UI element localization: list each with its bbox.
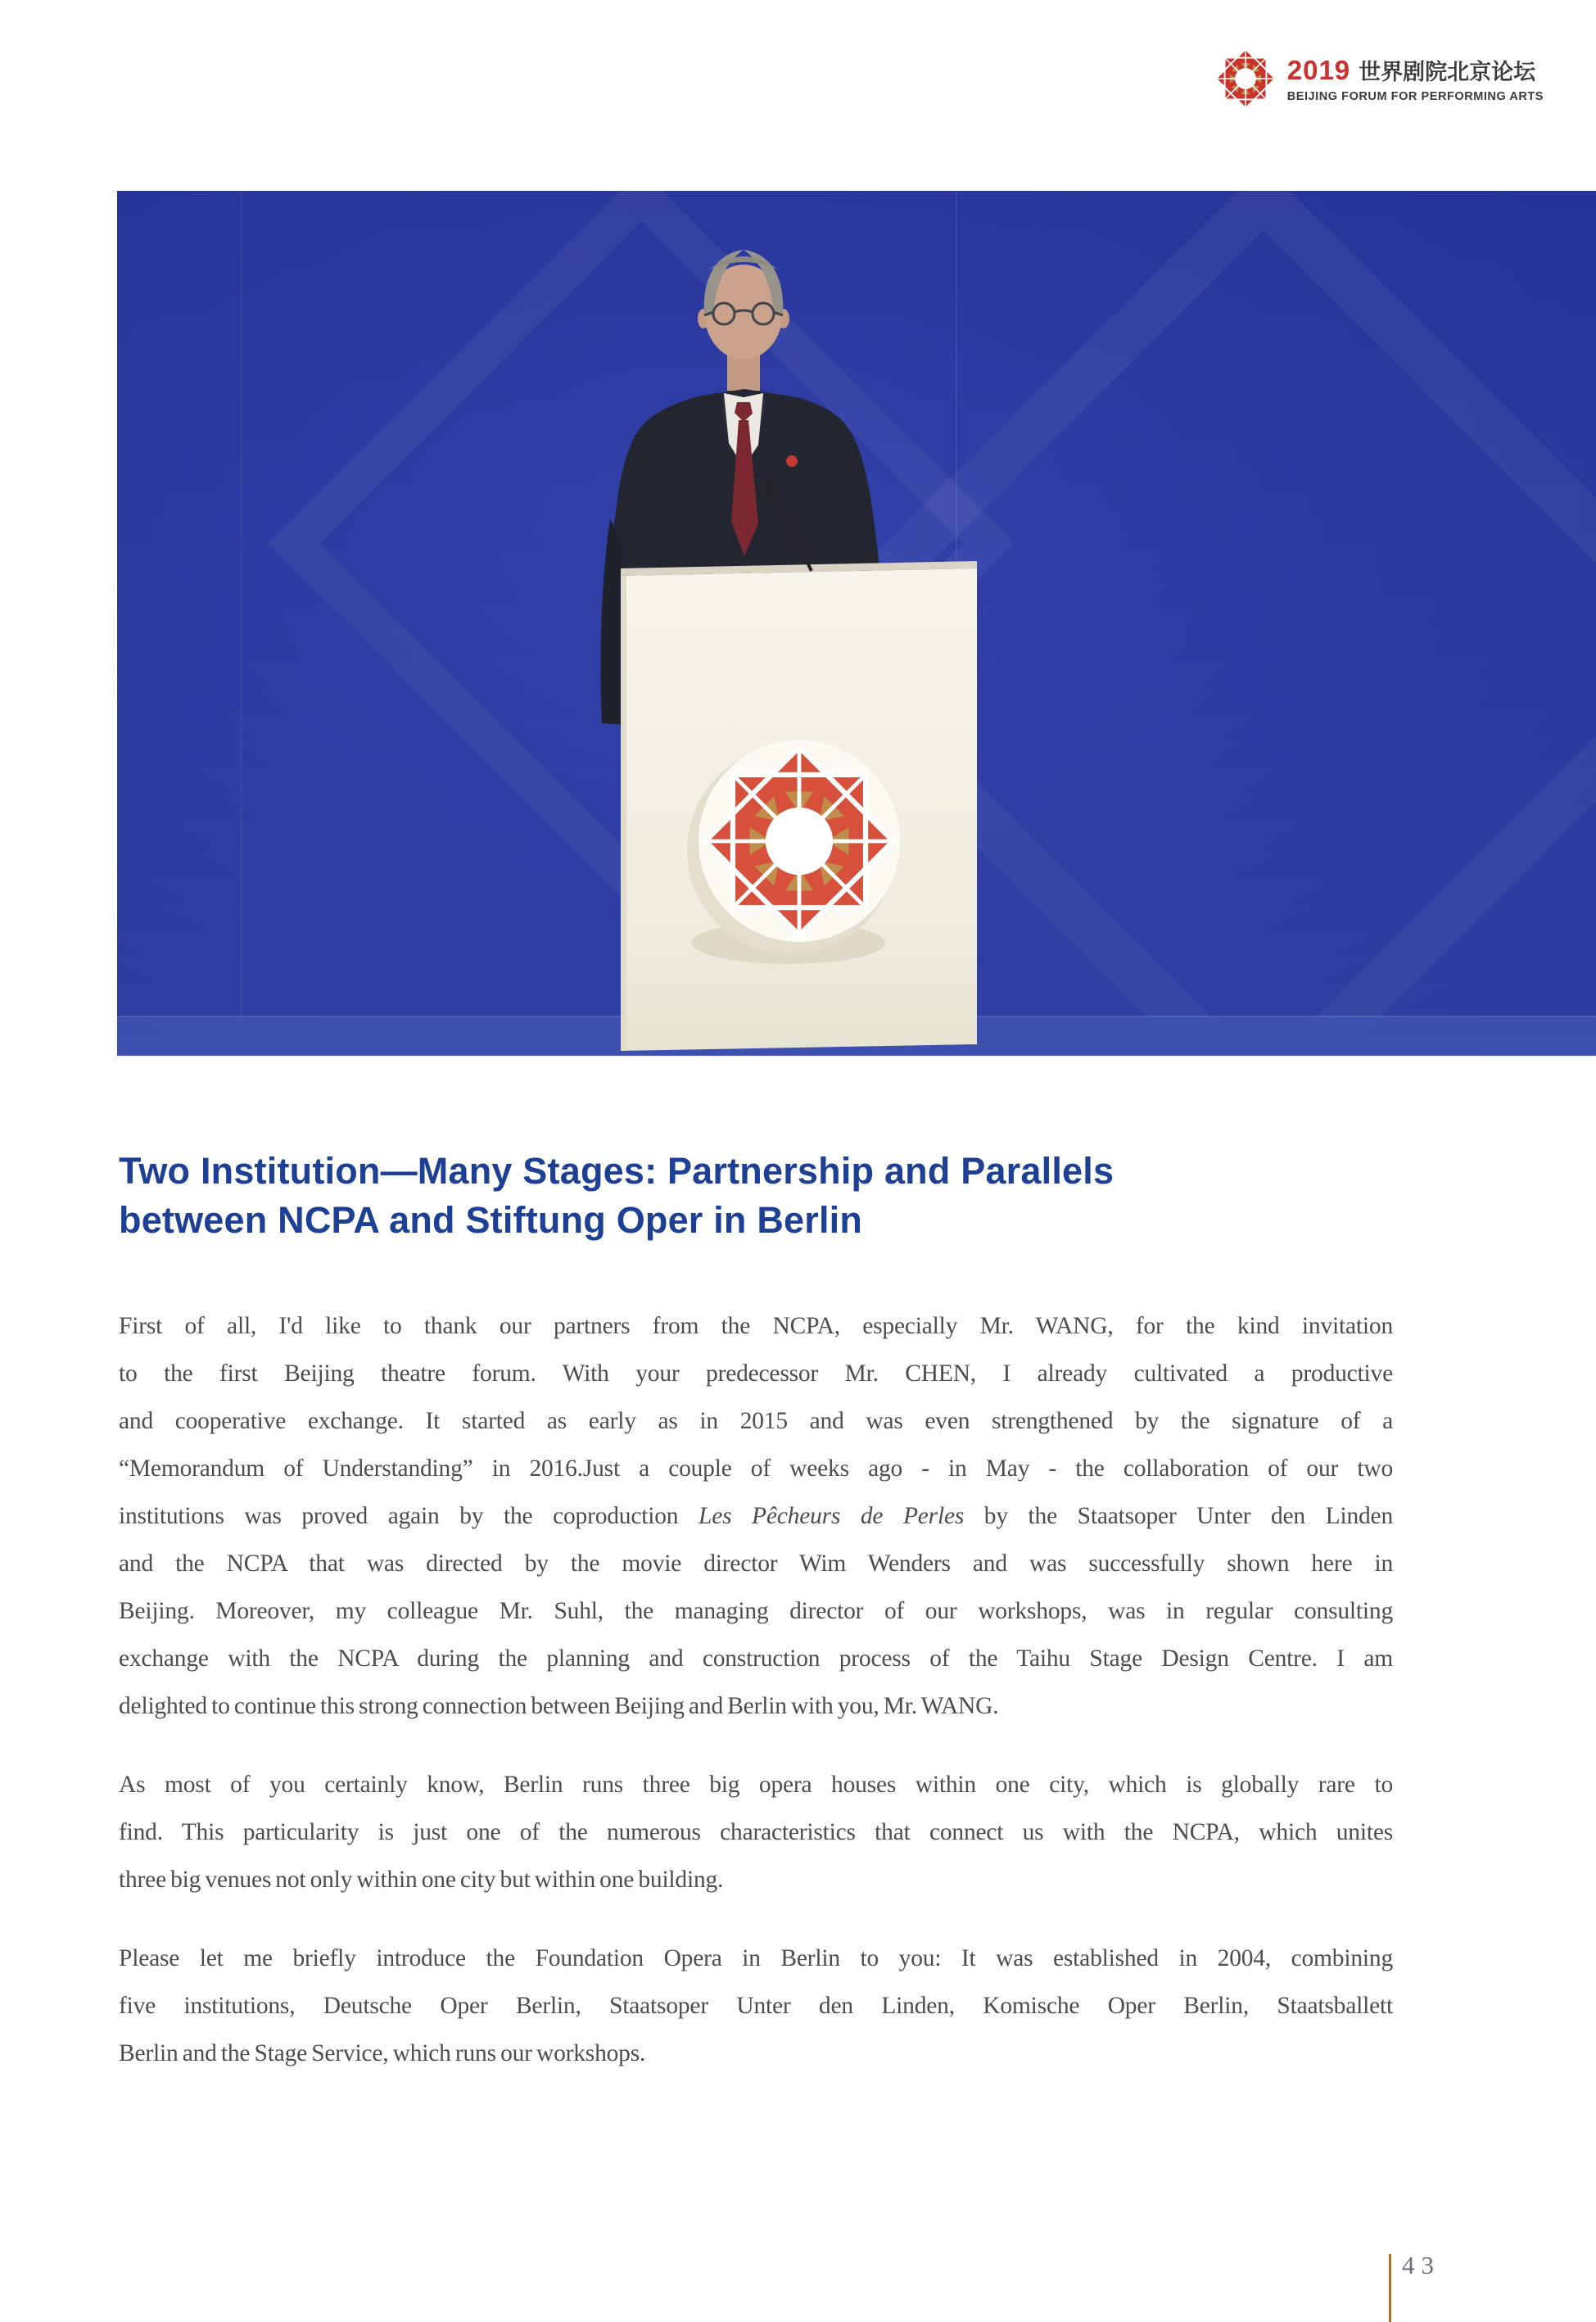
body-line: exchange with the NCPA during the planning and construction process of the Taihu Stage Design Centre. I am [119,1645,1393,1672]
body-line: Beijing. Moreover, my colleague Mr. Suhl, the managing director of our workshops, was in regular consulting [119,1598,1393,1624]
speaker-photo [117,191,1596,1056]
page-title-line-1: Two Institution—Many Stages: Partnership and Parallels [119,1150,1114,1192]
forum-logo-icon [1214,48,1277,110]
brand-title-cn: 世界剧院北京论坛 [1359,60,1536,85]
lapel-pin [786,455,798,467]
footer-rule [1389,2254,1391,2322]
speaker-photo-scene [117,191,1596,1056]
brand-year: 2019 [1286,55,1351,85]
body-line: As most of you certainly know, Berlin runs three big opera houses within one city, which is globally rare to [119,1772,1393,1798]
page-title-line-2: between NCPA and Stiftung Oper in Berlin [119,1199,863,1241]
page-title [119,1147,1393,1245]
forum-brand-text [1287,54,1544,103]
body-line: delighted to continue this strong connection between Beijing and Berlin with you, Mr. WANG. [119,1693,999,1719]
body-paragraph [119,1761,1393,1903]
article-body [119,1302,1393,2077]
body-line: First of all, I'd like to thank our partners from the NCPA, especially Mr. WANG, for the kind invitation [119,1313,1393,1339]
body-line: three big venues not only within one city but within one building. [119,1867,724,1893]
forum-rosette-icon [1214,48,1277,110]
forum-brand [1214,48,1544,110]
body-line: find. This particularity is just one of the numerous characteristics that connect us with the NCPA, which unites [119,1819,1393,1845]
article [119,1147,1393,2108]
body-line: “Memorandum of Understanding” in 2016.Just a couple of weeks ago - in May - the collaboration of our two [119,1455,1393,1482]
body-line: and the NCPA that was directed by the movie director Wim Wenders and was successfully shown here in [119,1550,1393,1577]
body-line: and cooperative exchange. It started as early as in 2015 and was even strengthened by the signature of a [119,1408,1393,1434]
body-line: Berlin and the Stage Service, which runs our workshops. [119,2040,646,2066]
podium-emblem-icon [705,747,893,935]
body-paragraph [119,1302,1393,1730]
podium [621,561,977,1051]
body-line: to the first Beijing theatre forum. With your predecessor Mr. CHEN, I already cultivated a productive [119,1360,1393,1387]
body-line: five institutions, Deutsche Oper Berlin, Staatsoper Unter den Linden, Komische Oper Berlin, Staatsballett [119,1993,1393,2019]
brand-subtitle: BEIJING FORUM FOR PERFORMING ARTS [1286,90,1544,103]
page-number: 43 [1402,2251,1440,2279]
body-line: Please let me briefly introduce the Foundation Opera in Berlin to you: It was established in 2004, combining [119,1945,1393,1971]
body-paragraph [119,1935,1393,2077]
body-line: institutions was proved again by the coproduction Les Pêcheurs de Perles by the Staatsoper Unter den Linden [119,1503,1393,1529]
